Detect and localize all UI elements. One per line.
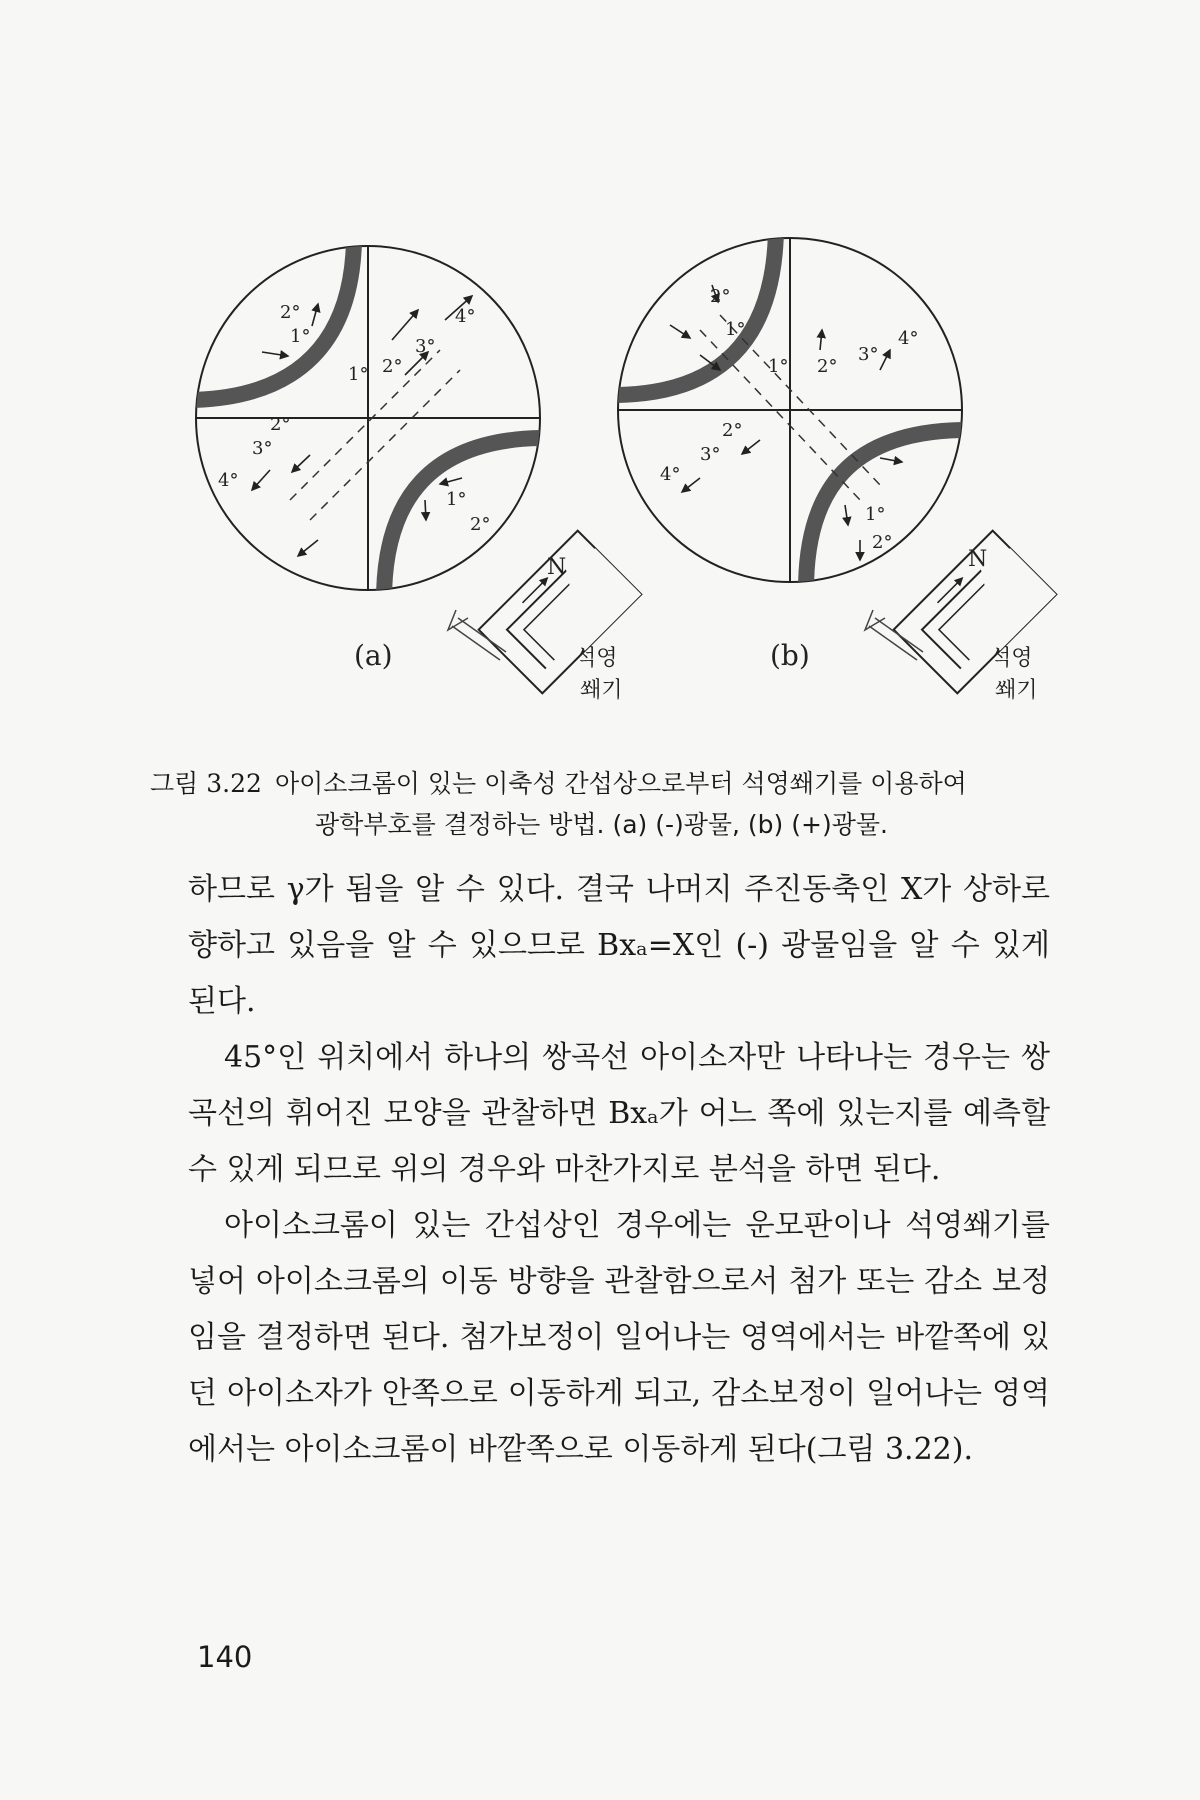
- a-label-1deg: 1°: [290, 326, 311, 347]
- a-label-3deg-b: 3°: [252, 438, 273, 459]
- a-label-2deg-d: 2°: [470, 514, 491, 535]
- figure-caption: [150, 763, 1050, 845]
- a-label-3deg: 3°: [415, 336, 436, 357]
- insert-arrow-b-icon: [865, 610, 923, 660]
- a-label-1deg-c: 1°: [446, 489, 467, 510]
- a-label-2deg: 2°: [280, 302, 301, 323]
- a-label-4deg-b: 4°: [218, 470, 239, 491]
- b-label-1deg-b: 1°: [768, 356, 789, 377]
- wedge-label-a-line2: 쐐기: [580, 678, 623, 703]
- caption-number: 그림 3.22: [150, 769, 262, 798]
- b-label-4deg: 4°: [898, 328, 919, 349]
- b-label-3deg-b: 3°: [700, 444, 721, 465]
- a-label-1deg-b: 1°: [348, 364, 369, 385]
- panel-a-diagram: [190, 240, 546, 600]
- b-label-3deg: 3°: [858, 344, 879, 365]
- b-label-4deg-b: 4°: [660, 464, 681, 485]
- a-label-2deg-c: 2°: [270, 414, 291, 435]
- north-label-a: N: [547, 555, 567, 580]
- page-number: 140: [197, 1640, 253, 1674]
- north-label-b: N: [968, 547, 988, 572]
- caption-line1: 아이소크롬이 있는 이축성 간섭상으로부터 석영쐐기를 이용하여: [275, 769, 967, 798]
- figure-3-22: [0, 0, 1200, 760]
- b-label-2deg-b: 2°: [817, 356, 838, 377]
- b-label-2deg-c: 2°: [722, 420, 743, 441]
- b-label-1deg: 1°: [725, 319, 746, 340]
- body-text: [188, 862, 1050, 1478]
- caption-line2: 광학부호를 결정하는 방법. (a) (-)광물, (b) (+)광물.: [315, 810, 888, 839]
- a-label-4deg: 4°: [455, 306, 476, 327]
- panel-b-diagram: [612, 230, 968, 590]
- b-label-2deg: 2°: [710, 286, 731, 307]
- b-label-1deg-c: 1°: [865, 504, 886, 525]
- insert-arrow-a-icon: [448, 610, 506, 660]
- panel-b-label: (b): [770, 639, 810, 672]
- wedge-label-b-line2: 쐐기: [995, 678, 1038, 703]
- paragraph-3: 아이소크롬이 있는 간섭상인 경우에는 운모판이나 석영쐐기를 넣어 아이소크롬의 이동 방향을 관찰함으로서 첨가 또는 감소 보정임을 결정하면 된다. 첨가보정이 일어나는 영역에서는 바깥쪽에 있던 아이소자가 안쪽으로 이동하게 되고, 감소보정이 일어나는 영역에서는 아이소크롬이 바깥쪽으로 이동하게 된다(그림 3.22).: [188, 1208, 1050, 1467]
- paragraph-2: 45°인 위치에서 하나의 쌍곡선 아이소자만 나타나는 경우는 쌍곡선의 휘어진 모양을 관찰하면 Bxₐ가 어느 쪽에 있는지를 예측할 수 있게 되므로 위의 경우와 마찬가지로 분석을 하면 된다.: [188, 1040, 1050, 1187]
- paragraph-1: 하므로 γ가 됨을 알 수 있다. 결국 나머지 주진동축인 X가 상하로 향하고 있음을 알 수 있으므로 Bxₐ=X인 (-) 광물임을 알 수 있게 된다.: [188, 872, 1050, 1019]
- b-label-2deg-d: 2°: [872, 532, 893, 553]
- panel-a-label: (a): [354, 639, 393, 672]
- a-label-2deg-b: 2°: [382, 356, 403, 377]
- wedge-label-a-line1: 석영: [575, 646, 618, 671]
- wedge-label-b-line1: 석영: [990, 646, 1033, 671]
